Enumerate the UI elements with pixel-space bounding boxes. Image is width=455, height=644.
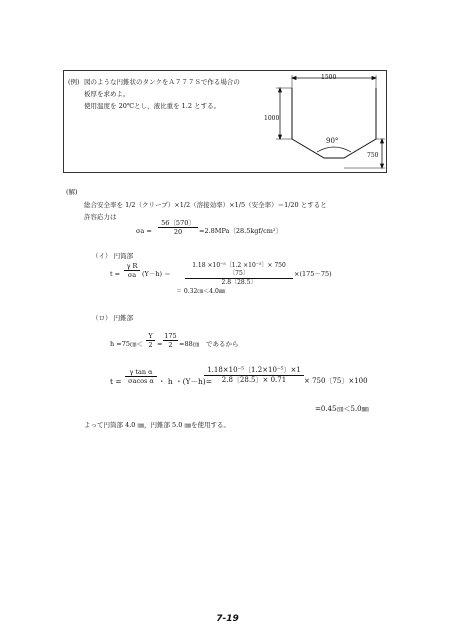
solution-label: (解) — [66, 188, 78, 196]
example-line-1: 図のような円錐状のタンクをＡ７７７Ｓで作る場合の — [84, 78, 240, 86]
cylinder-tail: ×(175－75) — [294, 270, 332, 278]
cone-t-fraction-2 — [204, 366, 304, 385]
allow-numerator: 56〔570〕 — [158, 219, 198, 228]
allow-lhs: σa = — [136, 227, 152, 235]
cone-t-tail: × 750〔75〕×100 — [304, 377, 368, 385]
cone-h-f2-numerator: 175 — [164, 332, 177, 340]
cone-label: （ロ） 円錐部 — [92, 314, 134, 322]
cone-h-eq: = — [157, 340, 163, 348]
allow-fraction — [158, 219, 198, 236]
cone-h-fraction-1 — [146, 332, 155, 349]
example-line-3: 使用温度を 20℃とし，液比重を 1.2 とする。 — [84, 102, 221, 110]
cylinder-f1-denominator: σa — [127, 271, 137, 279]
cylinder-f2-numerator: 1.18 ×10⁻⁵〔1.2 ×10⁻⁵〕× 750〔75〕 — [185, 262, 293, 279]
cone-t-f2-denominator: 2.8〔28.5〕× 0.71 — [221, 376, 287, 384]
cone-t-f1-numerator: γ tan α — [125, 368, 157, 377]
cylinder-f1-numerator: γ R — [124, 262, 140, 271]
diagram-height-label: 1000 — [264, 115, 280, 122]
cylinder-mid: (Y－h) ＝ — [142, 270, 171, 278]
cone-result: =0.45㎝＜5.0㎜ — [315, 405, 369, 413]
diagram-width-label: 1500 — [321, 74, 337, 81]
cone-t-lhs: t = — [110, 377, 122, 386]
cone-t-f2-numerator: 1.18×10⁻⁵〔1.2×10⁻⁵〕×1 — [204, 366, 304, 376]
cylinder-lhs: t = — [110, 270, 121, 278]
allow-rhs: =2.8MPa〔28.5kgf/cm²〕 — [199, 227, 282, 235]
conclusion-text: よって円筒部 4.0 ㎜，円錐部 5.0 ㎜を使用する。 — [84, 421, 230, 429]
diagram-angle-label: 90° — [326, 137, 339, 145]
solution-line-2: 許容応力は — [84, 213, 117, 221]
cylinder-result: ＝ 0.32㎝＜4.0㎜ — [176, 288, 225, 295]
diagram-cone-label: 750 — [367, 152, 379, 159]
cone-h-f1-denominator: 2 — [148, 341, 153, 349]
cone-t-fraction-1 — [125, 368, 157, 385]
cylinder-label: （イ） 円筒部 — [92, 252, 134, 260]
cylinder-f2-denominator: 2.8〔28.5〕 — [221, 279, 257, 286]
cone-h-rhs: =88㎝ — [179, 340, 200, 348]
cylinder-fraction-2 — [185, 262, 293, 287]
allow-denominator: 20 — [173, 228, 183, 236]
cone-h-note: であるから — [206, 340, 239, 348]
cone-h-lhs: h =75㎝＜ — [110, 340, 143, 348]
cone-t-mid: ・ h ・(Y－h)= — [158, 377, 213, 386]
cone-h-f2-denominator: 2 — [168, 341, 173, 349]
solution-line-1: 総合安全率を 1/2（クリープ）×1/2（溶接効率）×1/5（安全率）＝1/20 とすると — [84, 201, 327, 209]
cone-t-f1-denominator: σacos α — [128, 377, 154, 385]
cylinder-fraction-1 — [124, 262, 140, 279]
example-label: (例) — [68, 78, 80, 86]
example-line-2: 板厚を求めよ。 — [84, 90, 130, 98]
page-number: 7-19 — [216, 614, 239, 624]
cone-h-f1-numerator: Y — [146, 332, 155, 341]
cone-h-fraction-2 — [163, 332, 178, 349]
